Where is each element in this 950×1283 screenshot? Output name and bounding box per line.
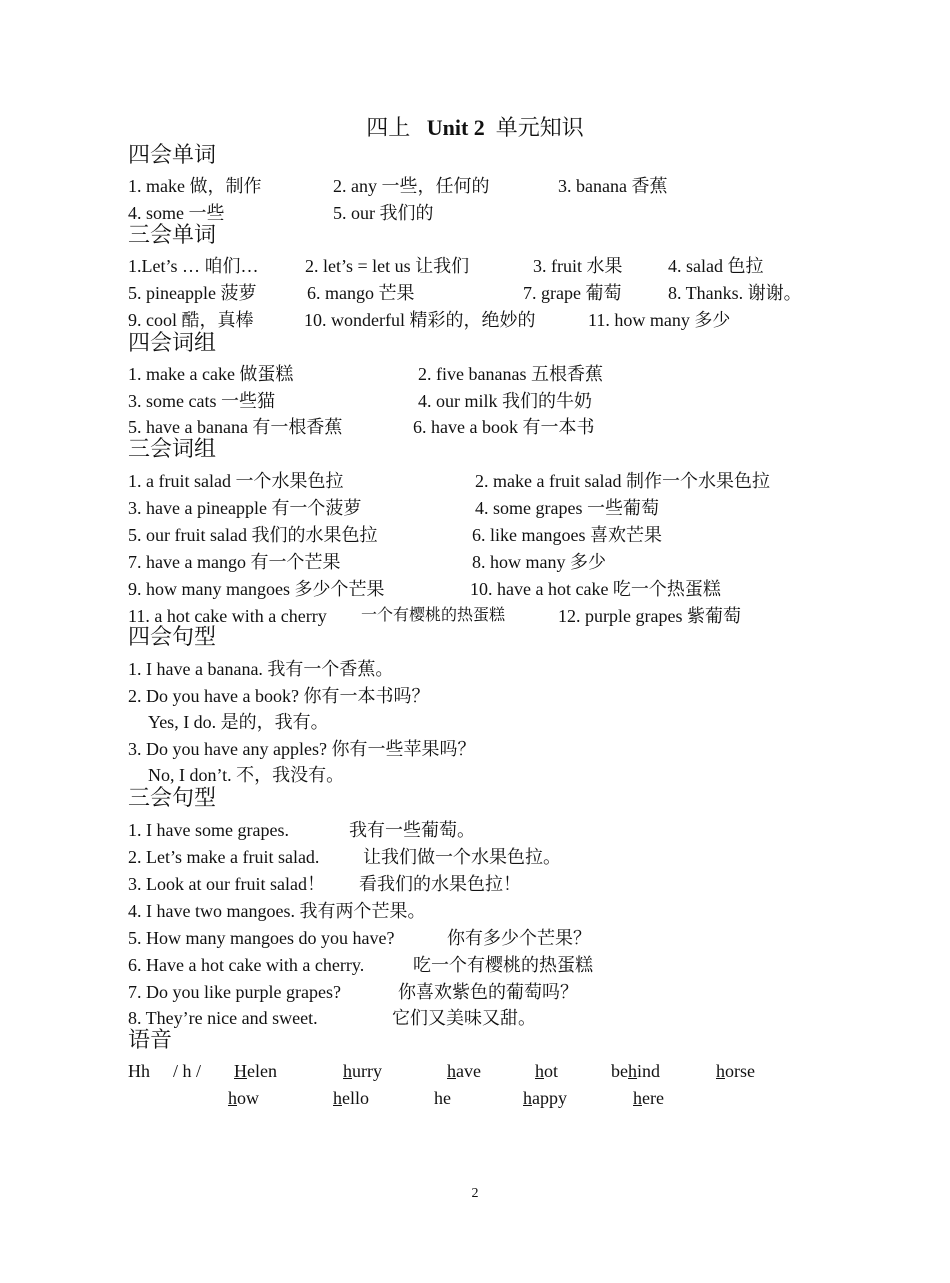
list-item-translation: 一个有樱桃的热蛋糕	[361, 607, 506, 624]
list-item: 8. Thanks. 谢谢。	[668, 283, 802, 303]
sentence-zh: 我有一些葡萄。	[349, 820, 475, 840]
section-heading-words4: 四会单词	[128, 142, 217, 167]
list-row	[0, 925, 950, 951]
sentence-zh: 你喜欢紫色的葡萄吗？	[398, 982, 578, 1002]
list-item: 7. have a mango 有一个芒果	[128, 552, 341, 572]
list-item: 6. like mangoes 喜欢芒果	[472, 525, 662, 545]
phonics-word: hot	[535, 1061, 559, 1081]
list-row	[0, 549, 950, 575]
list-row	[0, 871, 950, 897]
list-item: 6. have a book 有一本书	[413, 417, 595, 437]
title-subject: 单元知识	[495, 115, 584, 140]
list-item: 2. five bananas 五根香蕉	[418, 364, 603, 384]
section-heading-phrases3: 三会词组	[128, 436, 217, 461]
list-item: 4. our milk 我们的牛奶	[418, 391, 592, 411]
list-row	[0, 952, 950, 978]
phonics-word: horse	[716, 1061, 755, 1081]
section-heading-phonics: 语音	[128, 1027, 173, 1052]
phonics-word: here	[633, 1088, 664, 1108]
sentence-en: 1. I have some grapes.	[128, 820, 289, 840]
phonics-row	[0, 1058, 950, 1084]
list-row	[0, 979, 950, 1005]
list-item: 1.Let’s … 咱们…	[128, 256, 259, 276]
sentence: 2. Do you have a book? 你有一本书吗？	[128, 686, 430, 706]
list-row	[0, 495, 950, 521]
sentence-zh: 吃一个有樱桃的热蛋糕	[413, 955, 593, 975]
list-item: 9. cool 酷，真棒	[128, 310, 254, 330]
list-item: 2. let’s = let us 让我们	[305, 256, 470, 276]
list-item: 4. salad 色拉	[668, 256, 764, 276]
phonics-word: hurry	[343, 1061, 382, 1081]
list-item: 6. mango 芒果	[307, 283, 415, 303]
sentence-zh: 让我们做一个水果色拉。	[363, 847, 561, 867]
sentence-en: 5. How many mangoes do you have?	[128, 928, 395, 948]
list-item: 4. some grapes 一些葡萄	[475, 498, 659, 518]
list-row	[0, 173, 950, 199]
sentence-en: 3. Look at our fruit salad！	[128, 874, 325, 894]
list-item: 1. make a cake 做蛋糕	[128, 364, 294, 384]
list-item: 5. pineapple 菠萝	[128, 283, 257, 303]
phonics-word: have	[447, 1061, 481, 1081]
sentence: 3. Do you have any apples? 你有一些苹果吗？	[128, 739, 476, 759]
phonics-word: behind	[611, 1061, 661, 1081]
sentence-zh: 它们又美味又甜。	[392, 1008, 536, 1028]
sentence-answer: Yes, I do. 是的，我有。	[148, 712, 329, 732]
list-row	[0, 253, 950, 279]
list-row	[0, 898, 950, 924]
page-title	[0, 114, 950, 142]
list-row	[0, 817, 950, 843]
list-item: 3. banana 香蕉	[558, 176, 668, 196]
section-heading-sentences4: 四会句型	[128, 624, 217, 649]
section-heading-sentences3: 三会句型	[128, 785, 217, 810]
list-row	[0, 844, 950, 870]
list-item: 12. purple grapes 紫葡萄	[558, 606, 741, 626]
list-row	[0, 361, 950, 387]
title-unit: Unit 2	[426, 115, 485, 140]
list-item: 11. a hot cake with a cherry	[128, 606, 327, 626]
sentence-en: 8. They’re nice and sweet.	[128, 1008, 318, 1028]
phonics-row	[0, 1085, 950, 1111]
list-item: 11. how many 多少	[588, 310, 731, 330]
page-number: 2	[471, 1186, 479, 1201]
title-grade: 四上	[366, 115, 411, 140]
sentence-answer: No, I don’t. 不，我没有。	[148, 765, 345, 785]
phonics-word: he	[434, 1088, 451, 1108]
list-item: 7. grape 葡萄	[523, 283, 622, 303]
list-item: 1. a fruit salad 一个水果色拉	[128, 471, 344, 491]
phonics-word: happy	[523, 1088, 567, 1108]
list-item: 8. how many 多少	[472, 552, 606, 572]
sentence-zh: 看我们的水果色拉！	[359, 874, 521, 894]
list-item: 3. fruit 水果	[533, 256, 623, 276]
list-item: 5. have a banana 有一根香蕉	[128, 417, 343, 437]
list-row	[0, 522, 950, 548]
list-item: 5. our fruit salad 我们的水果色拉	[128, 525, 378, 545]
list-row	[0, 468, 950, 494]
sentence-en: 6. Have a hot cake with a cherry.	[128, 955, 365, 975]
sentence: 1. I have a banana. 我有一个香蕉。	[128, 659, 394, 679]
list-item: 3. have a pineapple 有一个菠萝	[128, 498, 362, 518]
sentence-en: 7. Do you like purple grapes?	[128, 982, 341, 1002]
list-item: 10. wonderful 精彩的，绝妙的	[304, 310, 536, 330]
section-heading-words3: 三会单词	[128, 222, 217, 247]
list-item: 3. some cats 一些猫	[128, 391, 275, 411]
list-item: 4. some 一些	[128, 203, 225, 223]
list-row	[0, 280, 950, 306]
section-heading-phrases4: 四会词组	[128, 330, 217, 355]
list-row	[0, 388, 950, 414]
sentence-en: 2. Let’s make a fruit salad.	[128, 847, 320, 867]
list-item: 10. have a hot cake 吃一个热蛋糕	[470, 579, 721, 599]
list-row	[0, 576, 950, 602]
sentence-zh: 你有多少个芒果？	[447, 928, 591, 948]
list-row	[0, 736, 950, 762]
phonics-letter: Hh	[128, 1061, 150, 1081]
list-row	[0, 683, 950, 709]
sentence-en: 4. I have two mangoes. 我有两个芒果。	[128, 901, 426, 921]
phonics-word: Helen	[234, 1061, 277, 1081]
list-item: 9. how many mangoes 多少个芒果	[128, 579, 385, 599]
phonics-sound: / h /	[173, 1061, 202, 1081]
list-row	[0, 709, 950, 735]
phonics-word: how	[228, 1088, 259, 1108]
list-item: 5. our 我们的	[333, 203, 434, 223]
list-item: 2. make a fruit salad 制作一个水果色拉	[475, 471, 770, 491]
list-row	[0, 656, 950, 682]
list-item: 2. any 一些，任何的	[333, 176, 490, 196]
list-item: 1. make 做，制作	[128, 176, 262, 196]
phonics-word: hello	[333, 1088, 369, 1108]
